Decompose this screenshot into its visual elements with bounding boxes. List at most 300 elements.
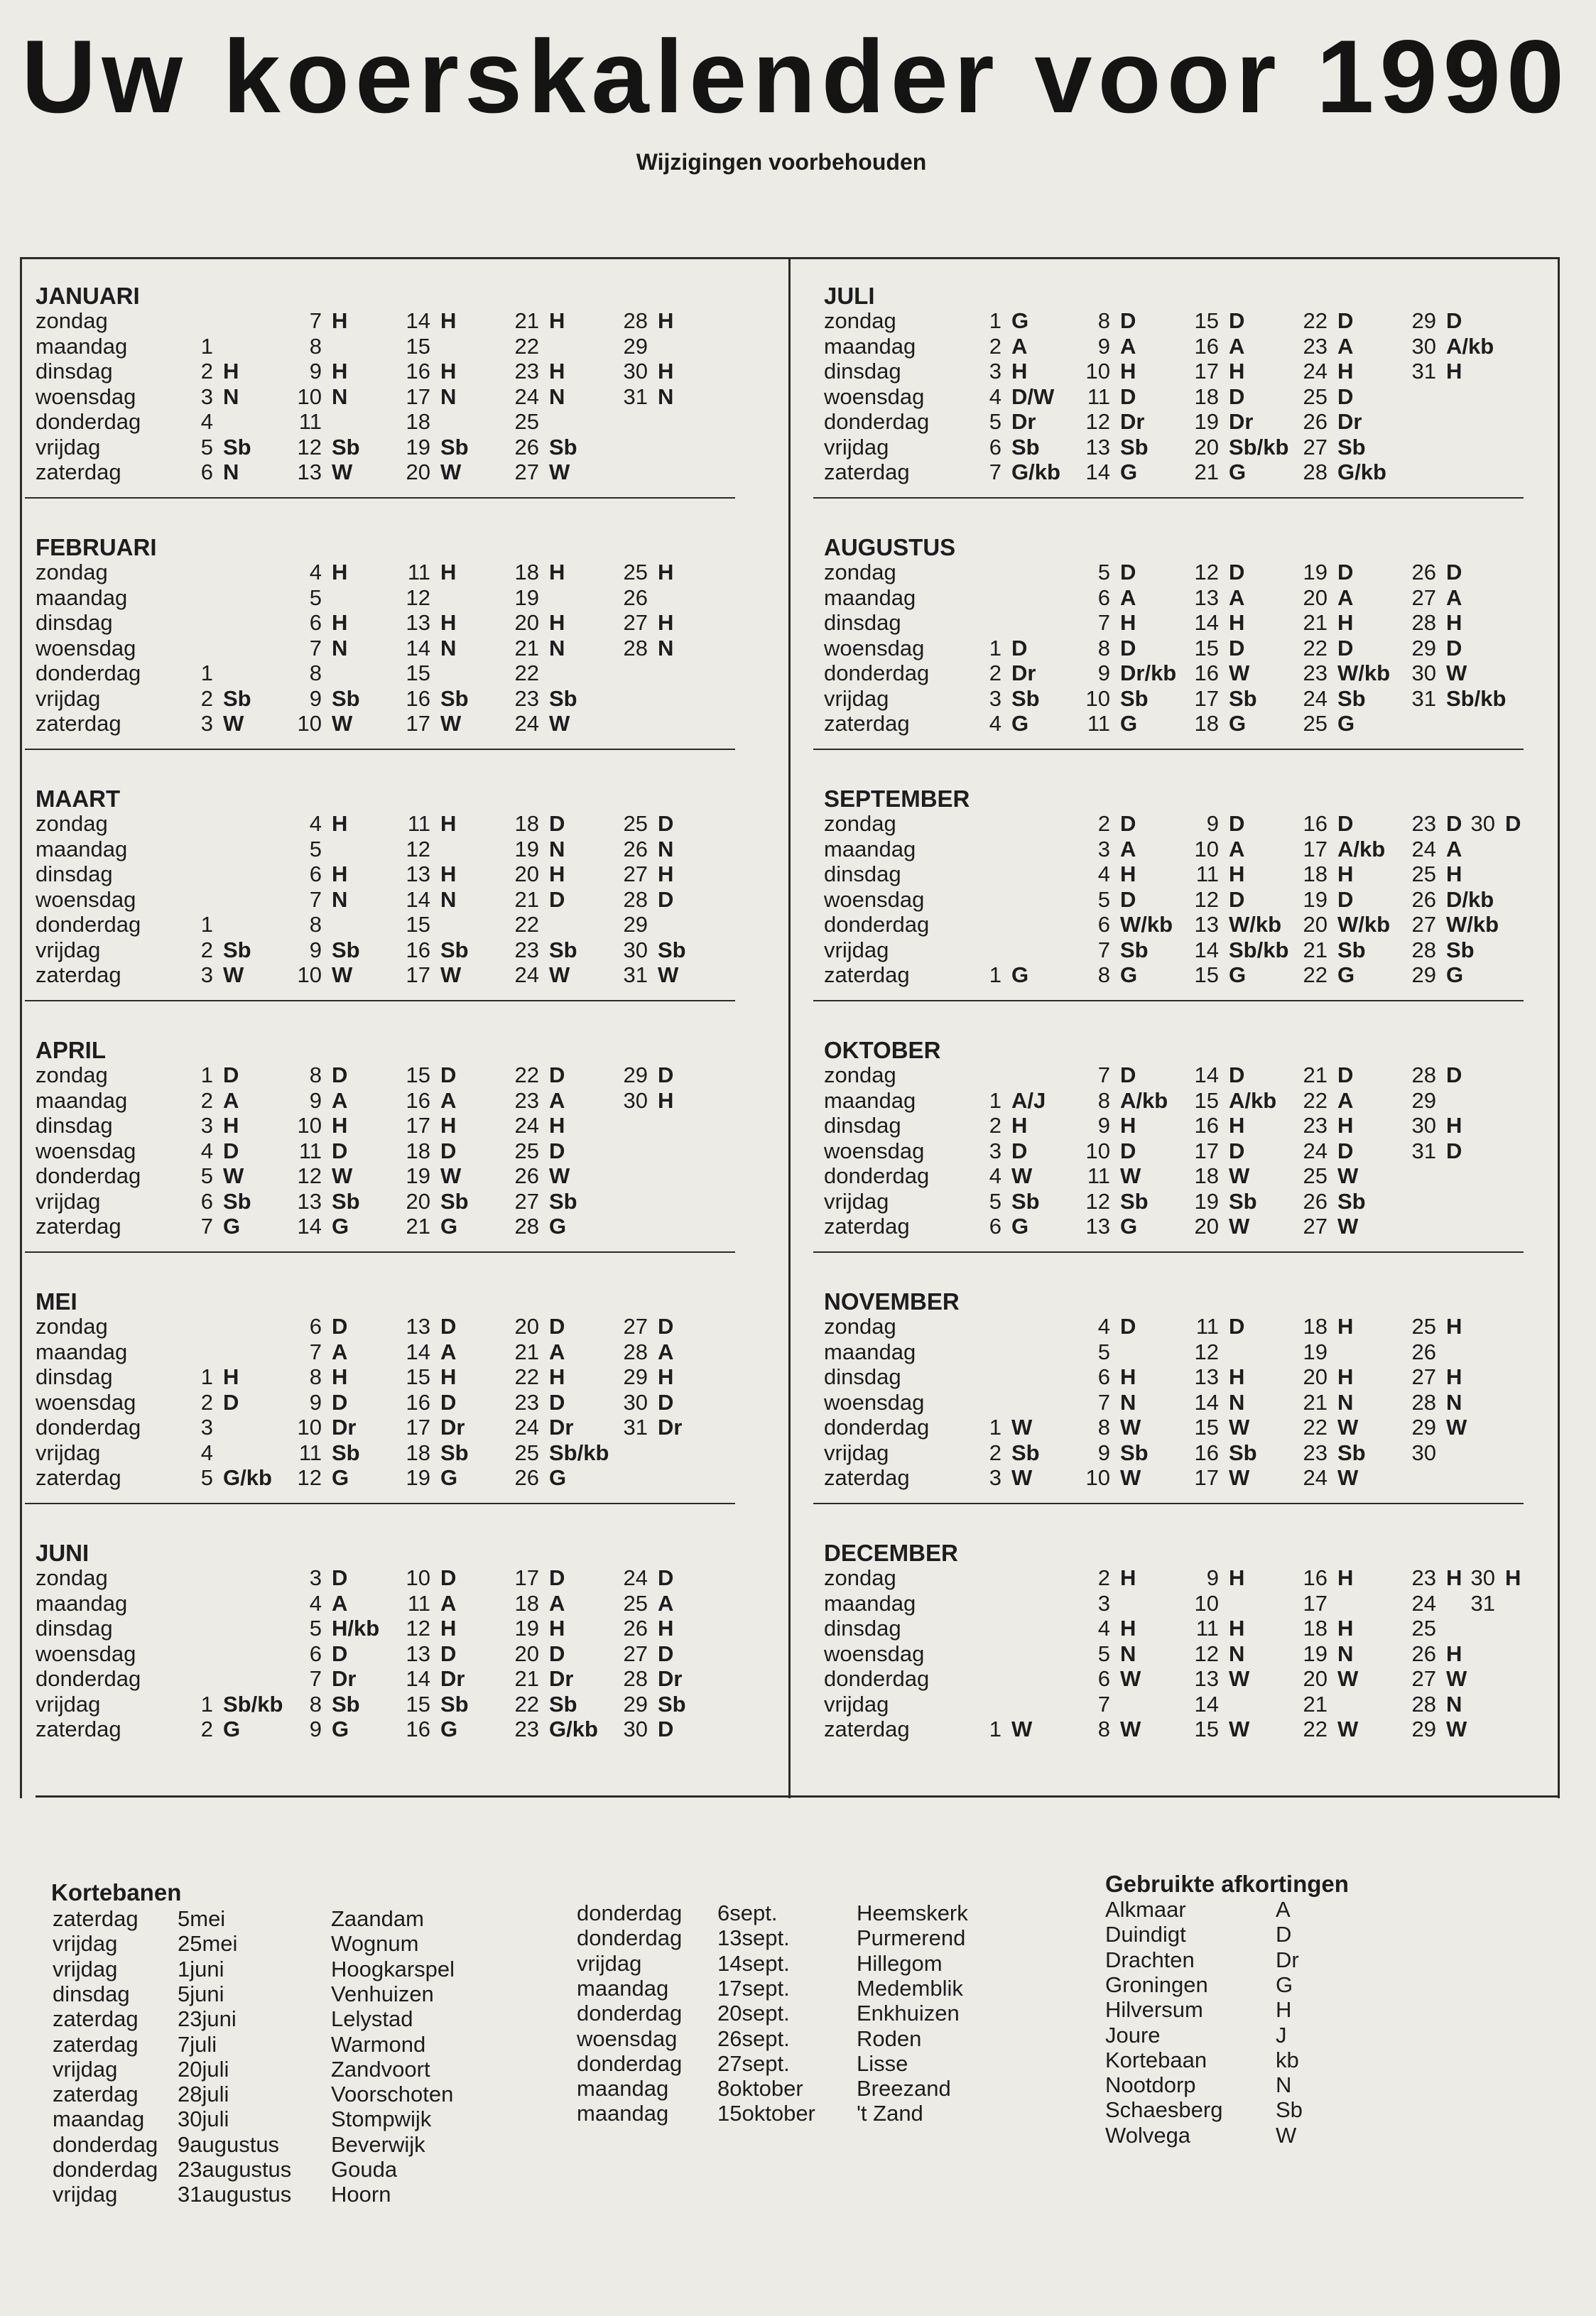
calendar-day — [612, 1339, 673, 1365]
day-number: 18 — [514, 560, 539, 585]
calendar-day — [1183, 435, 1288, 460]
day-number: 23 — [514, 685, 539, 711]
day-number: 9 — [1097, 333, 1110, 359]
day-number: 31 — [623, 384, 648, 409]
day-number: 4 — [989, 384, 1001, 409]
calendar-day — [286, 686, 360, 712]
calendar-day — [1401, 837, 1462, 862]
day-number: 1 — [200, 333, 213, 359]
calendar-day — [966, 1465, 1032, 1491]
venue-code: Sb — [332, 685, 360, 711]
day-number: 12 — [297, 1163, 322, 1188]
calendar-day — [1401, 1364, 1462, 1390]
weekday-label: donderdag — [824, 1163, 930, 1188]
venue-code: A — [440, 1590, 457, 1616]
venue-code: D — [1337, 886, 1354, 912]
day-number: 15 — [1194, 962, 1219, 987]
weekday-label: dinsdag — [824, 610, 901, 635]
race-place: Lisse — [857, 2050, 908, 2076]
day-number: 24 — [514, 1415, 539, 1440]
calendar-day — [504, 887, 565, 913]
calendar-day — [1292, 1692, 1328, 1717]
venue-code: W — [332, 962, 353, 987]
calendar-day — [504, 384, 565, 410]
day-number: 30 — [1411, 660, 1436, 685]
venue-code: D — [332, 1062, 348, 1087]
calendar-day — [286, 887, 347, 913]
venue-code: A — [1446, 836, 1462, 861]
calendar-day — [178, 1214, 240, 1239]
day-number: 11 — [298, 409, 322, 434]
venue-code: N — [1229, 1389, 1245, 1415]
weekday-label: donderdag — [36, 660, 141, 685]
calendar-day — [1075, 1390, 1136, 1415]
day-number: 21 — [514, 1339, 539, 1364]
day-number: 31 — [1411, 1138, 1436, 1163]
calendar-day — [1401, 1415, 1467, 1440]
day-number: 22 — [1303, 962, 1328, 987]
day-number: 15 — [1194, 308, 1219, 333]
race-day: donderdag — [577, 1901, 683, 1925]
calendar-day — [395, 1214, 457, 1239]
calendar-day — [286, 1616, 379, 1641]
venue-code: G — [549, 1214, 567, 1239]
calendar-day — [1183, 560, 1244, 585]
day-number: 21 — [1303, 937, 1328, 962]
weekday-label: vrijdag — [824, 1691, 889, 1717]
calendar-day — [1401, 1314, 1462, 1339]
weekday-label: maandag — [824, 836, 916, 861]
day-number: 11 — [1195, 1616, 1219, 1641]
venue-code: H — [332, 861, 348, 886]
calendar-day — [1292, 409, 1362, 435]
venue-code: D — [549, 1389, 565, 1415]
day-number: 8 — [309, 912, 322, 937]
day-number: 28 — [623, 886, 648, 912]
calendar-day — [1183, 1314, 1244, 1339]
day-number: 22 — [1303, 1415, 1328, 1440]
venue-code: Sb/kb — [1446, 685, 1507, 711]
venue-code: N — [1446, 1691, 1462, 1717]
venue-code: Sb — [1337, 1440, 1366, 1465]
weekday-label: dinsdag — [36, 1113, 113, 1138]
venue-code: H — [332, 308, 348, 333]
calendar-day — [286, 435, 360, 460]
calendar-day — [504, 359, 565, 384]
month-block — [824, 785, 1548, 1037]
day-number: 19 — [1303, 560, 1328, 585]
calendar-day — [612, 636, 673, 661]
venue-code: A — [223, 1087, 239, 1113]
day-number: 12 — [1194, 1641, 1219, 1666]
calendar-day — [966, 1113, 1027, 1138]
day-number: 17 — [406, 1113, 430, 1138]
day-number: 25 — [514, 1138, 539, 1163]
calendar-day — [1075, 861, 1136, 887]
calendar-day — [504, 962, 570, 988]
race-date: 15oktober — [717, 2101, 815, 2126]
race-day: vrijdag — [53, 1956, 118, 1981]
day-number: 17 — [1194, 685, 1219, 711]
venue-code: H — [1337, 1364, 1354, 1389]
calendar-day — [1292, 384, 1353, 410]
day-number: 10 — [1085, 1465, 1110, 1490]
venue-code: H — [1120, 610, 1136, 635]
race-place: Medemblik — [857, 1975, 963, 2001]
venue-code: Sb — [1337, 434, 1366, 460]
venue-code: Sb — [1011, 1188, 1040, 1214]
day-number: 27 — [623, 861, 648, 886]
day-number: 21 — [1303, 610, 1328, 635]
calendar-day — [395, 1138, 456, 1164]
calendar-day — [1292, 1465, 1358, 1491]
calendar-day — [1292, 1415, 1358, 1440]
race-place: Enkhuizen — [857, 2001, 960, 2026]
venue-code: G/kb — [1011, 460, 1060, 484]
calendar-day — [286, 1666, 356, 1692]
calendar-day — [178, 1465, 272, 1491]
venue-code: N — [1337, 1389, 1354, 1415]
weekday-label: woensdag — [824, 1389, 925, 1415]
day-number: 19 — [514, 585, 539, 610]
calendar-day — [395, 636, 456, 661]
race-day: zaterdag — [53, 2082, 139, 2107]
calendar-day — [1075, 1666, 1141, 1692]
month-block — [36, 534, 760, 785]
venue-code: W — [1011, 1415, 1033, 1440]
venue-code: G — [1337, 962, 1355, 987]
calendar-day — [395, 962, 461, 988]
calendar-day — [612, 1641, 673, 1667]
calendar-day — [1075, 1616, 1136, 1641]
weekday-label: maandag — [36, 1590, 128, 1616]
calendar-day — [1183, 887, 1244, 913]
calendar-day — [395, 1692, 469, 1717]
day-number: 3 — [1097, 1590, 1110, 1616]
venue-code: D — [1120, 811, 1136, 836]
day-number: 4 — [1097, 861, 1110, 886]
month-block — [824, 534, 1548, 785]
venue-code: Sb — [1229, 1440, 1257, 1465]
race-place: Zaandam — [331, 1906, 424, 1931]
venue-code: N — [440, 635, 457, 660]
race-date: 23augustus — [178, 2157, 292, 2182]
venue-code: H — [440, 1616, 457, 1641]
venue-code: D — [332, 1565, 348, 1590]
day-number: 10 — [1085, 359, 1110, 384]
abbreviation-code: Sb — [1276, 2097, 1303, 2123]
calendar-day — [395, 1339, 456, 1365]
month-block — [36, 1037, 760, 1288]
day-number: 30 — [1411, 1113, 1436, 1138]
calendar-day — [286, 409, 322, 435]
day-number: 27 — [1411, 585, 1436, 610]
month-separator — [25, 749, 735, 750]
venue-code: G/kb — [1337, 460, 1386, 484]
day-number: 19 — [514, 836, 539, 861]
weekday-label: zaterdag — [36, 1465, 121, 1490]
calendar-day — [395, 837, 430, 862]
calendar-day — [612, 1415, 682, 1440]
venue-code: H — [440, 1364, 457, 1389]
venue-code: D — [1120, 560, 1136, 585]
day-number: 25 — [1303, 1163, 1328, 1188]
calendar-day — [1401, 1591, 1436, 1616]
day-number: 16 — [406, 1087, 430, 1113]
calendar-day — [966, 686, 1040, 712]
day-number: 31 — [1411, 359, 1436, 384]
day-number: 12 — [297, 1465, 322, 1490]
day-number: 14 — [1085, 460, 1110, 484]
calendar-day — [286, 1189, 360, 1214]
calendar-day — [395, 1440, 469, 1466]
venue-code: Dr — [549, 1666, 574, 1691]
month-separator — [25, 1251, 735, 1253]
venue-code: Sb — [1011, 1440, 1040, 1465]
venue-code: Sb — [549, 685, 577, 711]
calendar-day — [286, 1717, 349, 1742]
venue-code: H — [658, 861, 674, 886]
venue-code: D — [1337, 308, 1354, 333]
venue-code: D — [1229, 886, 1245, 912]
day-number: 13 — [406, 610, 430, 635]
day-number: 2 — [200, 685, 213, 711]
venue-code: H — [1446, 359, 1462, 384]
calendar-day — [504, 686, 577, 712]
calendar-day — [1183, 384, 1244, 410]
abbreviation-name: Hilversum — [1105, 1997, 1203, 2023]
venue-code: G — [1120, 460, 1138, 484]
venue-code: H — [658, 1364, 674, 1389]
weekday-label: dinsdag — [824, 1616, 901, 1641]
venue-code: Dr — [658, 1666, 683, 1691]
day-number: 22 — [514, 660, 539, 685]
day-number: 23 — [514, 1717, 539, 1741]
calendar-day — [1401, 1088, 1436, 1114]
venue-code: N — [1446, 1389, 1462, 1415]
calendar-day — [612, 610, 673, 636]
calendar-day — [1183, 912, 1281, 937]
venue-code: G — [440, 1465, 458, 1490]
day-number: 13 — [406, 1641, 430, 1666]
month-block — [36, 283, 760, 534]
venue-code: Sb/kb — [223, 1691, 283, 1717]
venue-code: D — [658, 1565, 674, 1590]
calendar-day — [286, 1465, 349, 1491]
day-number: 3 — [200, 1415, 213, 1440]
venue-code: Sb — [1229, 1188, 1257, 1214]
calendar-day — [1401, 1390, 1462, 1415]
calendar-day — [504, 585, 539, 611]
weekday-label: dinsdag — [36, 359, 113, 384]
calendar-day — [966, 711, 1028, 736]
day-number: 6 — [309, 861, 322, 886]
calendar-day — [966, 435, 1040, 460]
day-number: 27 — [623, 1314, 648, 1339]
day-number: 18 — [406, 1440, 430, 1465]
venue-code: D — [332, 1138, 348, 1163]
venue-code: Sb — [440, 937, 469, 962]
race-day: vrijdag — [577, 1950, 642, 1976]
venue-code: W — [1120, 1717, 1141, 1741]
day-number: 4 — [309, 811, 322, 836]
day-number: 3 — [989, 359, 1001, 384]
venue-code: D — [549, 1641, 565, 1666]
day-number: 29 — [1411, 1415, 1436, 1440]
day-number: 26 — [514, 1163, 539, 1188]
calendar-day — [395, 937, 469, 963]
calendar-day — [395, 1591, 456, 1616]
calendar-day — [395, 1465, 457, 1491]
calendar-day — [1183, 962, 1246, 988]
calendar-day — [286, 384, 347, 410]
day-number: 27 — [514, 460, 539, 484]
day-number: 16 — [1194, 333, 1219, 359]
calendar-day — [504, 560, 565, 585]
day-number: 17 — [1194, 1138, 1219, 1163]
calendar-day — [395, 1062, 456, 1088]
month-name: NOVEMBER — [824, 1288, 960, 1315]
day-number: 28 — [1411, 610, 1436, 635]
calendar-day — [1183, 1565, 1244, 1591]
day-number: 26 — [514, 1465, 539, 1490]
calendar-day — [966, 1163, 1032, 1189]
calendar-day — [1292, 585, 1353, 611]
day-number: 30 — [1411, 1440, 1436, 1465]
venue-code: Sb — [1120, 1188, 1149, 1214]
weekday-label: zaterdag — [824, 1465, 910, 1490]
day-number: 25 — [623, 560, 648, 585]
calendar-day — [1183, 660, 1249, 686]
venue-code: W — [332, 1163, 353, 1188]
day-number: 26 — [1303, 409, 1328, 434]
calendar-day — [1183, 1717, 1249, 1742]
calendar-day — [286, 1440, 360, 1466]
race-day: donderdag — [53, 2157, 158, 2182]
day-number: 26 — [623, 1616, 648, 1641]
race-date: 7juli — [178, 2031, 217, 2057]
venue-code: W — [1337, 1465, 1359, 1490]
weekday-label: dinsdag — [824, 1113, 901, 1138]
venue-code: D — [658, 1314, 674, 1339]
calendar-day — [1075, 1641, 1136, 1667]
day-number: 22 — [1303, 635, 1328, 660]
day-number: 15 — [406, 912, 430, 937]
calendar-day — [1401, 636, 1462, 661]
day-number: 29 — [1411, 1087, 1436, 1113]
venue-code: D/W — [1011, 384, 1055, 409]
venue-code: H — [1120, 1364, 1136, 1389]
calendar-day — [1183, 308, 1244, 334]
venue-code: H — [1446, 1364, 1462, 1389]
calendar-day — [612, 912, 648, 937]
venue-code: Sb — [549, 1188, 577, 1214]
calendar-day — [178, 1163, 244, 1189]
month-name: JUNI — [36, 1540, 89, 1566]
venue-code: Dr — [332, 1415, 357, 1440]
day-number: 4 — [989, 711, 1001, 736]
day-number: 22 — [1303, 308, 1328, 333]
calendar-day — [612, 1717, 673, 1742]
afkortingen-title: Gebruikte afkortingen — [1105, 1871, 1349, 1897]
day-number: 30 — [623, 359, 648, 384]
calendar-day — [1075, 1717, 1141, 1742]
calendar-day — [1075, 460, 1137, 485]
day-number: 10 — [297, 1113, 322, 1138]
venue-code: Sb — [332, 937, 360, 962]
day-number: 10 — [297, 962, 322, 987]
day-number: 9 — [1097, 660, 1110, 685]
venue-code: Dr — [332, 1666, 357, 1691]
day-number: 4 — [989, 1163, 1001, 1188]
abbreviation-name: Alkmaar — [1105, 1897, 1186, 1922]
calendar-day — [178, 937, 251, 963]
calendar-day — [1183, 1390, 1244, 1415]
day-number: 5 — [989, 409, 1001, 434]
race-date: 28juli — [178, 2082, 229, 2107]
calendar-day — [504, 1390, 565, 1415]
weekday-label: zondag — [824, 1314, 896, 1339]
calendar-day — [1292, 1440, 1366, 1466]
day-number: 14 — [297, 1214, 322, 1239]
venue-code: W — [440, 711, 462, 736]
day-number: 14 — [406, 635, 430, 660]
calendar-day — [1401, 937, 1475, 963]
calendar-day — [1183, 1163, 1249, 1189]
calendar-day — [1292, 1314, 1353, 1339]
venue-code: A — [1337, 333, 1354, 359]
calendar-day — [1401, 686, 1506, 712]
day-number: 1 — [989, 1717, 1001, 1741]
day-number: 19 — [1194, 409, 1219, 434]
day-number: 3 — [989, 1465, 1001, 1490]
calendar-day — [966, 384, 1054, 410]
day-number: 1 — [989, 1415, 1001, 1440]
venue-code: H — [332, 1364, 348, 1389]
venue-code: D — [658, 1389, 674, 1415]
venue-code: D — [1229, 1314, 1245, 1339]
calendar-day — [1183, 1591, 1219, 1616]
calendar-day — [612, 887, 673, 913]
day-number: 11 — [407, 1590, 430, 1616]
venue-code: N — [1120, 1641, 1136, 1666]
day-number: 10 — [297, 384, 322, 409]
day-number: 6 — [200, 1188, 213, 1214]
calendar-day — [1075, 1565, 1136, 1591]
calendar-day — [1183, 861, 1244, 887]
day-number: 1 — [200, 660, 213, 685]
day-number: 1 — [200, 1364, 213, 1389]
venue-code: D — [1120, 886, 1136, 912]
day-number: 18 — [1303, 1314, 1328, 1339]
calendar-day — [395, 560, 456, 585]
venue-code: G — [440, 1717, 458, 1741]
venue-code: G — [332, 1465, 349, 1490]
calendar-day — [395, 1113, 456, 1138]
calendar-day — [1075, 1214, 1137, 1239]
calendar-day — [1292, 912, 1390, 937]
venue-code: G — [332, 1717, 349, 1741]
day-number: 4 — [309, 1590, 322, 1616]
venue-code: A/kb — [1337, 836, 1386, 861]
frame-center-line — [788, 257, 791, 1798]
calendar-day — [1401, 1565, 1462, 1591]
race-place: Lelystad — [331, 2006, 413, 2032]
calendar-day — [1292, 359, 1353, 384]
day-number: 18 — [406, 409, 430, 434]
calendar-day — [1292, 1591, 1328, 1616]
calendar-day — [1183, 1214, 1249, 1239]
